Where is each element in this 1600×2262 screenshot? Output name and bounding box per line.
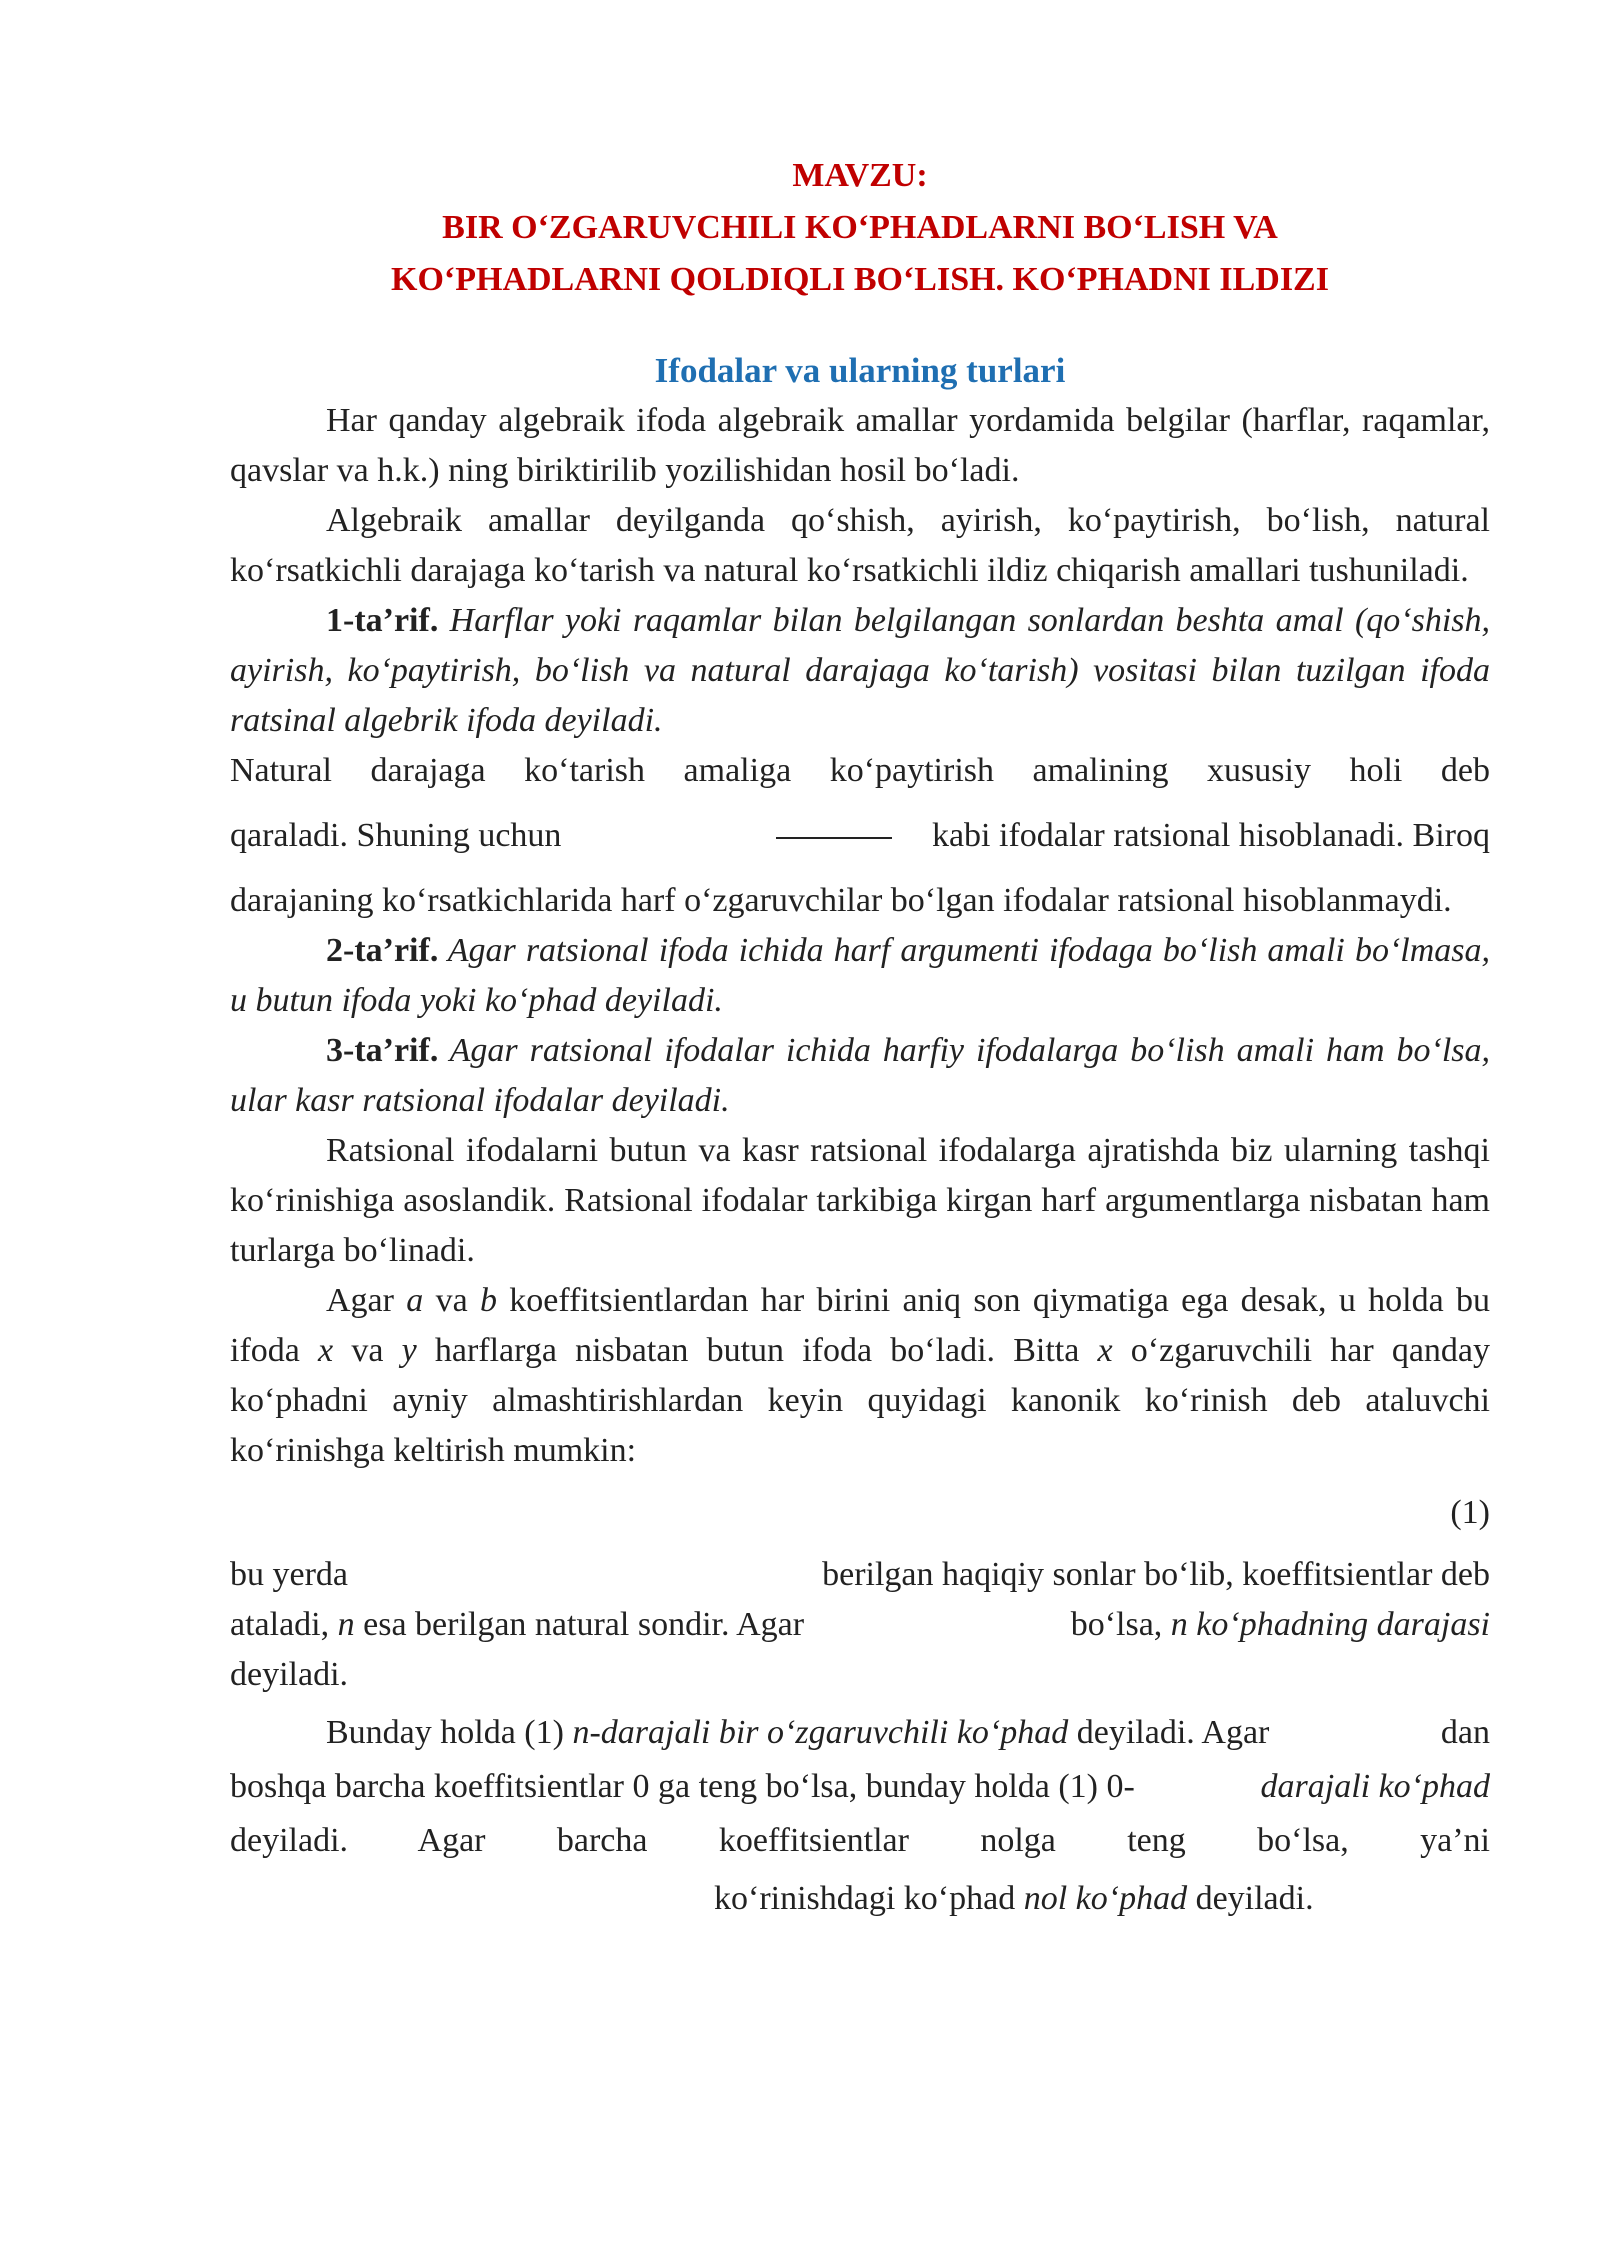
paragraph-1: Har qanday algebraik ifoda algebraik amallar yordamida belgilar (harflar, raqamlar, qavslar va h.k.) ning biriktirilib yozilishidan hosil bo‘ladi. [230,402,1490,489]
definition-1-text-c: ) vositasi bilan tuzilgan ifoda ratsinal algebrik ifoda deyiladi. [230,652,1490,739]
p7-line-3: deyiladi. Agar barcha koeffitsientlar nolga teng bo‘lsa, ya’ni [230,1822,1490,1859]
paragraph-3-rest: darajaning ko‘rsatkichlarida harf o‘zgaruvchilar bo‘lgan ifodalar ratsional hisoblanmaydi. [230,882,1452,919]
p6-text-a: bu yerda [230,1556,349,1593]
paragraph-7 [230,1708,1490,1924]
p7-text-c: deyiladi. Agar [1068,1714,1270,1751]
p6-var-n: n [337,1606,355,1643]
p7-line-4a: ko‘rinishdagi ko‘phad [714,1880,1024,1917]
definition-2 [230,926,1490,1026]
p5-text-5: harflarga nisbatan butun ifoda bo‘ladi. Bitta [416,1332,1098,1369]
p6-text-c: ataladi, [230,1606,338,1643]
p6-text-g: deyiladi. [230,1656,349,1693]
title-line-1: MAVZU: [792,157,928,194]
paragraph-7-line-1 [230,1708,1490,1758]
p7-line-2a: boshqa barcha koeffitsientlar 0 ga teng bo‘lsa, bunday holda (1) 0- [230,1768,1135,1805]
paragraph-3-line-1: Natural darajaga ko‘tarish amaliga ko‘paytirish amalining xususiy holi deb [230,752,1490,789]
title-line-2: BIR O‘ZGARUVCHILI KO‘PHADLARNI BO‘LISH VA [442,209,1278,246]
p5-var-b: b [480,1282,497,1319]
document-title [230,150,1490,306]
paragraph-3-line-2b: kabi ifodalar ratsional hisoblanadi. Biroq [931,817,1490,854]
p6-text-e: bo‘lsa, [1070,1606,1171,1643]
p6-line-2-right [1071,1600,1490,1650]
paragraph-7-line-4 [230,1874,1490,1924]
p7-text-a: Bunday holda (1) [326,1714,573,1751]
definition-2-label: 2-ta’rif. [326,932,439,969]
paragraph-3-line-2 [230,796,1490,876]
definition-3-label: 3-ta’rif. [326,1032,439,1069]
p7-text-d: dan [1440,1714,1490,1751]
paragraph-7-line-2 [230,1762,1490,1812]
p5-text-6: o‘zgaruvchili har qanday ko‘phadni ayniy almashtirishlardan keyin quyidagi kanonik ko‘rinish deb ataluvchi ko‘rinishga keltirish mumkin: [230,1332,1491,1469]
p7-line-4c: deyiladi. [1187,1880,1314,1917]
definition-1-text-b: qo‘shish, ayirish, ko‘paytirish, bo‘lish va natural darajaga ko‘tarish [230,602,1490,689]
p5-text-4: va [333,1332,402,1369]
p5-text-3: koeffitsientlardan har birini aniq son qiymatiga ega desak, u holda bu ifoda [230,1282,1491,1369]
p5-var-x: x [318,1332,334,1369]
p5-var-a: a [406,1282,424,1319]
p6-text-b: berilgan haqiqiy sonlar bo‘lib, koeffitsientlar deb [822,1556,1490,1593]
formula-placeholder [561,796,932,876]
definition-2-text: Agar ratsional ifoda ichida harf argumenti ifodaga bo‘lish amali bo‘lmasa, u butun ifoda yoki ko‘phad deyiladi. [230,932,1490,1019]
p6-line-2-left [230,1600,804,1650]
definition-3 [230,1026,1490,1126]
p7-line-2b: darajali ko‘phad [1260,1768,1490,1805]
fraction-bar [776,837,892,839]
definition-3-text: Agar ratsional ifodalar ichida harfiy ifodalarga bo‘lish amali ham bo‘lsa, ular kasr ratsional ifodalar deyiladi. [230,1032,1490,1119]
title-line-3: KO‘PHADLARNI QOLDIQLI BO‘LISH. KO‘PHADNI ILDIZI [391,261,1329,298]
equation-number: (1) [1450,1494,1490,1531]
paragraph-3-line-2a: qaraladi. Shuning uchun [230,817,562,854]
paragraph-6 [230,1550,1490,1700]
paragraph-4: Ratsional ifodalarni butun va kasr ratsional ifodalarga ajratishda biz ularning tashqi ko‘rinishiga asoslandik. Ratsional ifodalar tarkibiga kirgan harf argumentlarga nisbatan ham turlarga bo‘linadi. [230,1132,1490,1269]
section-title: Ifodalar va ularning turlari [654,351,1066,390]
p7-text-b: n-darajali bir o‘zgaruvchili ko‘phad [572,1714,1069,1751]
p6-text-d: esa berilgan natural sondir. Agar [354,1606,805,1643]
paragraph-2: Algebraik amallar deyilganda qo‘shish, ayirish, ko‘paytirish, bo‘lish, natural ko‘rsatkichli darajaga ko‘tarish va natural ko‘rsatkichli ildiz chiqarish amallari tushuniladi. [230,502,1490,589]
p5-text-2: va [423,1282,480,1319]
p5-var-x2: x [1097,1332,1113,1369]
p7-line-1-left [326,1708,1269,1758]
definition-1-text-a: Harflar yoki raqamlar bilan belgilangan sonlardan beshta amal ( [438,602,1367,639]
definition-1-label: 1-ta’rif. [326,602,439,639]
p5-text-1: Agar [326,1282,407,1319]
p7-line-4b: nol ko‘phad [1023,1880,1188,1917]
paragraph-6-line-1 [230,1550,1490,1600]
document-page [230,150,1490,1924]
paragraph-5 [230,1276,1490,1476]
p6-text-f: n ko‘phadning darajasi [1170,1606,1490,1643]
p5-var-y: y [401,1332,417,1369]
definition-1 [230,596,1490,746]
paragraph-3 [230,746,1490,926]
paragraph-6-line-2 [230,1600,1490,1650]
